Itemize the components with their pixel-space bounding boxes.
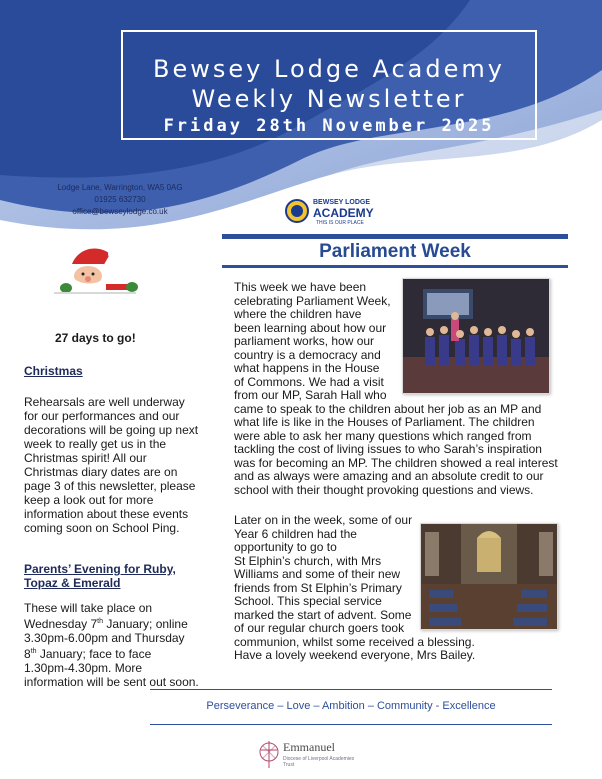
parents-evening-line: These will take place on [24,601,153,615]
parents-evening-heading-line: Topaz & Emerald [24,576,121,590]
paragraph-line: Have a lovely weekend everyone, Mrs Bailey. [234,648,476,662]
paragraph-line: School. This special service [234,594,382,608]
footer-rule-bottom [150,724,552,725]
parents-evening-text [24,601,209,689]
paragraph-line: was for becoming an MP. The children showed a real interest [234,455,558,470]
paragraph-line: parliament works, how our [234,334,375,348]
parents-evening-heading [24,562,209,590]
paragraph-line: opportunity to go to [234,540,337,554]
school-address: Lodge Lane, Warrington, WA5 0AG [57,183,183,192]
paragraph-line: country is a democracy and [234,347,381,362]
christmas-line: decorations will be going up next [24,423,199,437]
section-rule-bottom [222,265,568,268]
christmas-text [24,395,209,535]
christmas-line: Christmas spirit! All our [24,451,147,465]
paragraph-line: Williams and some of their new [234,567,401,581]
trust-logo [255,738,355,774]
santa-image [50,246,140,306]
paragraph-line: and as always were amazing and an absolute credit to our [234,469,544,483]
trust-name: Emmanuel [283,740,335,754]
paragraph-line: friends from St Elphin’s Primary [234,580,402,595]
paragraph-line: of Commons. We had a visit [234,374,384,389]
christmas-line: Rehearsals are well underway [24,395,185,409]
parliament-paragraph [234,281,564,497]
christmas-line: coming soon on School Ping. [24,521,180,535]
christmas-line: Christmas diary dates are on [24,465,178,479]
christmas-line: for our performances and our [24,409,180,423]
paragraph-line: of our regular church goers took [234,621,405,635]
church-paragraph [234,514,564,663]
parents-evening-line [24,615,209,631]
parents-evening-line: 3.30pm-6.00pm and Thursday [24,631,185,645]
paragraph-line: communion, whilst some received a blessing. [234,634,475,649]
paragraph-line: what life is like in the Houses of Parliament. The children [234,415,535,429]
school-values: Perseverance – Love – Ambition – Community - Excellence [206,700,496,712]
parents-evening-line: information will be sent out soon. [24,675,199,689]
school-email: office@bewseylodge.co.uk [72,207,168,216]
paragraph-line: what happens in the House [234,361,380,375]
trust-subtitle: Diocese of Liverpool Academies Trust [283,756,355,768]
paragraph-line: Year 6 children had the [234,526,357,541]
paragraph-line: Later on in the week, some of our [234,513,413,527]
parents-evening-line: 1.30pm-4.30pm. More [24,661,143,675]
text-fragment: January; online [103,617,188,631]
christmas-countdown: 27 days to go! [55,331,136,345]
paragraph-line: from our MP, Sarah Hall who [234,388,387,402]
paragraph-line: school with their thought provoking questions and views. [234,482,534,497]
newsletter-date: Friday 28th November 2025 [163,116,495,136]
christmas-line: information about these events [24,507,189,521]
parents-evening-heading-line: Parents’ Evening for Ruby, [24,562,176,576]
paragraph-line: tackling the cost of living issues to who Sarah’s inspiration [234,442,542,456]
trust-cross-icon [257,738,281,770]
christmas-line: keep a look out for more [24,493,154,507]
ordinal-suffix: th [97,618,104,625]
logo-line1: BEWSEY LODGE [313,199,371,206]
christmas-line: page 3 of this newsletter, please [24,479,196,493]
text-fragment: Wednesday 7 [24,617,98,631]
newsletter-title: Weekly Newsletter [191,85,467,113]
parents-evening-line [24,645,209,661]
paragraph-line: marked the start of advent. Some [234,607,412,622]
paragraph-line: where the children have [234,307,362,321]
paragraph-line: This week we have been [234,280,367,294]
christmas-line: week to really get us in the [24,437,167,451]
paragraph-line: celebrating Parliament Week, [234,293,391,308]
section-rule-top [222,234,568,239]
academy-logo [285,198,395,230]
paragraph-line: came to speak to the children about her job as an MP and [234,401,542,416]
text-fragment: January; face to face [36,647,152,661]
school-name: Bewsey Lodge Academy [153,55,505,83]
paragraph-line: been learning about how our [234,320,387,335]
newsletter-title-box [121,30,537,140]
logo-tagline: THIS IS OUR PLACE [316,220,364,226]
footer-rule-top [150,689,552,690]
text-fragment: 8 [24,647,31,661]
logo-line2: ACADEMY [313,206,374,220]
crest-icon [285,198,309,226]
paragraph-line: St Elphin’s church, with Mrs [234,553,382,568]
school-contact [30,182,210,218]
ordinal-suffix: th [30,648,37,655]
school-phone: 01925 632730 [94,195,146,204]
section-title: Parliament Week [319,241,471,262]
paragraph-line: were able to ask her many questions which ranged from [234,428,532,443]
christmas-heading: Christmas [24,364,83,378]
